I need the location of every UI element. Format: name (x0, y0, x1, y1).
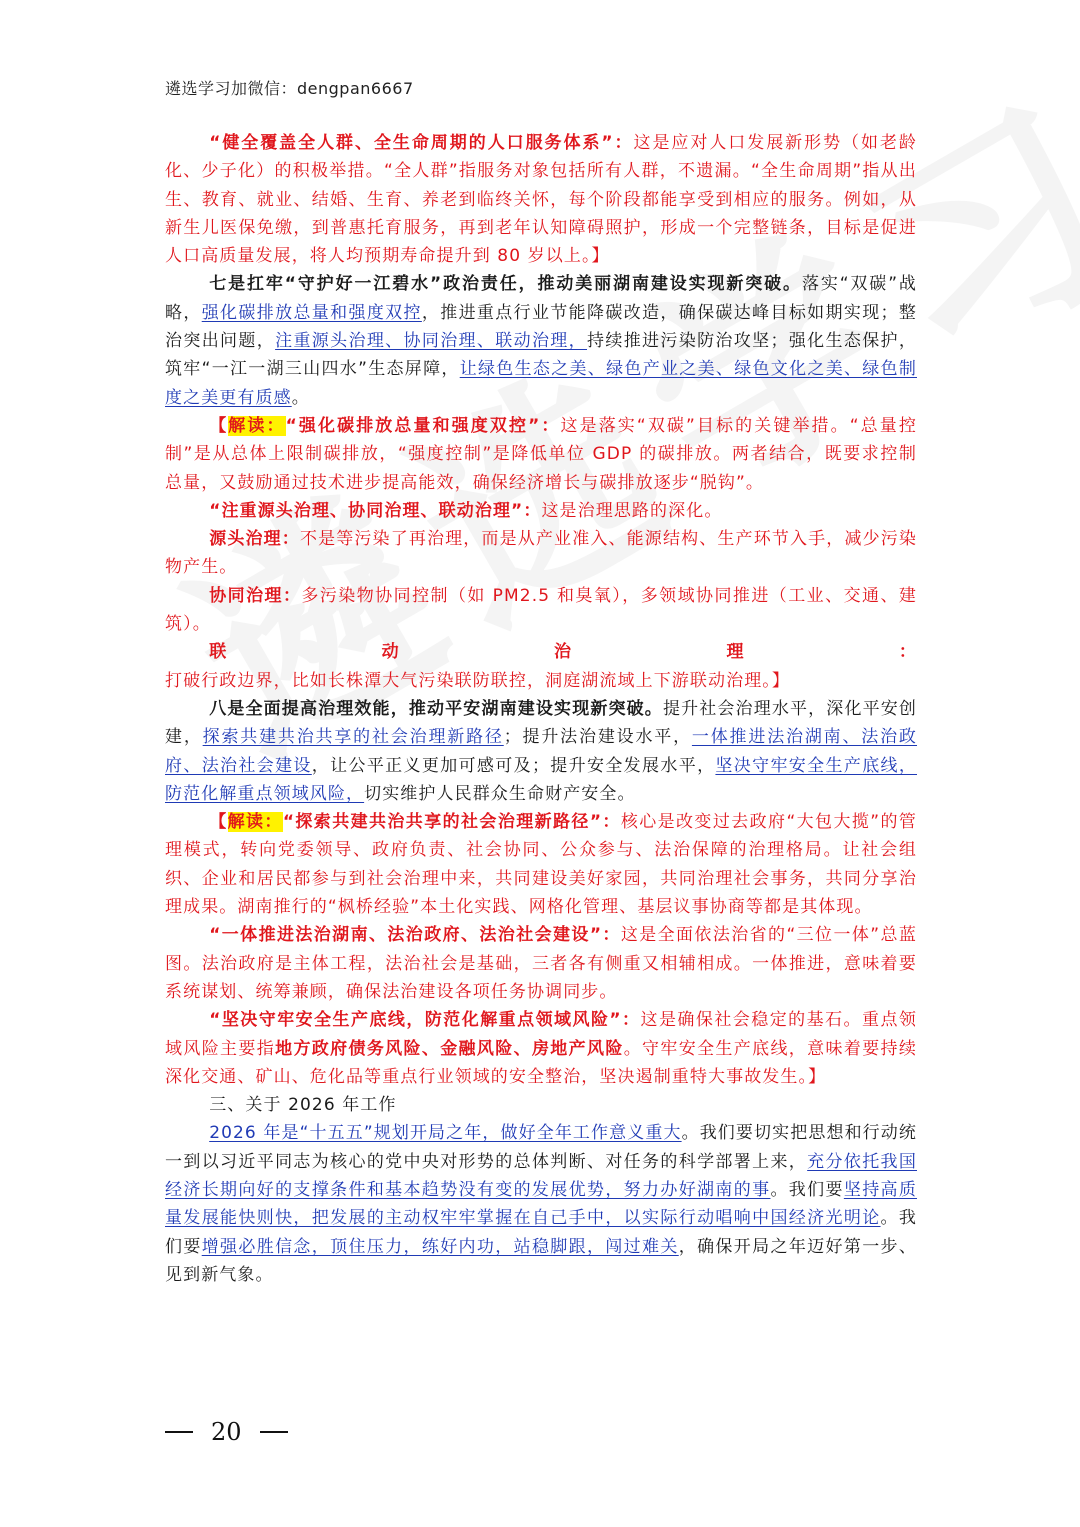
underlined-phrase: 坚决守牢安全生产底线，防范化解重点领域风险， (165, 755, 917, 804)
paragraph-lead: 源头治理： (209, 529, 300, 550)
paragraph-text: 切实维护人民群众生命财产安全。 (364, 783, 636, 804)
interpretation-badge: 解读： (228, 415, 286, 436)
paragraph-text: ，推进重点行业节能降碳改造，确保碳达峰目标如期实现；整治突出问题， (165, 302, 918, 352)
bold-phrase: 地方政府债务风险、金融风险、房地产风险 (275, 1038, 624, 1059)
paragraph-interpretation-carbon (165, 412, 917, 497)
paragraph-text: 落实“双碳”战略， (165, 274, 917, 323)
paragraph-text: 不是等污染了再治理，而是从产业准入、能源结构、生产环节入手，减少污染物产生。 (165, 529, 918, 578)
paragraph-lead: “坚决守牢安全生产底线，防范化解重点领域风险”： (209, 1010, 641, 1031)
paragraph-text: 。我们要 (165, 1208, 917, 1257)
paragraph-lead: 协同治理： (209, 585, 302, 606)
paragraph-text: ，让公平正义更加可感可及；提升安全发展水平， (311, 755, 716, 776)
paragraph-lead: 八是全面提高治理效能，推动平安湖南建设实现新突破。 (209, 698, 663, 719)
paragraph-text: 核心是改变过去政府“大包大揽”的管理模式，转向党委领导、政府负责、社会协同、公众参与、法治保障的治理格局。让社会组织、企业和居民都参与到社会治理中来，共同建设美好家园，共同治理社会事务，共同分享治理成果。湖南推行的“枫桥经验”本土化实践、网格化管理、基层议事协商等都是其体现。 (165, 812, 917, 918)
paragraph-text: 多污染物协同控制（如 PM2.5 和臭氧），多领域协同推进（工业、交通、建筑）。 (165, 585, 917, 635)
underlined-phrase: 让绿色生态之美、绿色产业之美、绿色文化之美、绿色制度之美更有质感 (165, 359, 917, 408)
underlined-phrase: 注重源头治理、协同治理、联动治理， (275, 331, 587, 352)
paragraph-rule-of-law (165, 921, 917, 1006)
bracket-open: 【 (209, 812, 228, 833)
paragraph-lead: “强化碳排放总量和强度双控”： (285, 415, 561, 436)
underlined-phrase: 充分依托我国经济长期向好的支撑条件和基本趋势没有变的发展优势，努力办好湖南的事 (165, 1151, 917, 1200)
page-footer (165, 1418, 288, 1446)
interpretation-badge: 解读： (227, 812, 283, 833)
paragraph-point-seven (165, 270, 917, 411)
paragraph-lead: “注重源头治理、协同治理、联动治理”： (209, 500, 542, 521)
underlined-phrase: 坚持高质量发展能快则快，把发展的主动权牢牢掌握在自己手中，以实际行动唱响中国经济光明论 (165, 1179, 917, 1229)
paragraph-text: 。我们要切实把思想和行动统一到以习近平同志为核心的党中央对形势的总体判断、对任务的科学部署上来， (165, 1123, 917, 1172)
paragraph-lead: “探索共建共治共享的社会治理新路径”： (282, 812, 621, 833)
paragraph-text: 这是落实“双碳”目标的关键举措。“总量控制”是从总体上限制碳排放，“强度控制”是降低单位 GDP 的碳排放。两者结合，既要求控制总量，又鼓励通过技术进步提高能效，确保经济增长与碳排放逐步“脱钩”。 (165, 415, 917, 493)
paragraph-text: 。守牢安全生产底线，意味着要持续深化交通、矿山、危化品等重点行业领域的安全整治，坚决遏制重特大事故发生。】 (165, 1038, 917, 1087)
paragraph-text: 打破行政边界，比如长株潭大气污染联防联控，洞庭湖流域上下游联动治理。】 (165, 670, 790, 691)
underlined-phrase: 2026 年是“十五五”规划开局之年，做好全年工作意义重大 (209, 1123, 682, 1144)
paragraph-text: 这是治理思路的深化。 (541, 500, 723, 521)
paragraph-text: 这是确保社会稳定的基石。重点领域风险主要指 (165, 1010, 917, 1059)
paragraph-text: 。 (291, 387, 310, 408)
section-heading: 三、关于 2026 年工作 (209, 1095, 397, 1116)
footer-dash-right (260, 1431, 288, 1433)
page-number: 20 (211, 1418, 242, 1446)
paragraph-lead: “健全覆盖全人群、全生命周期的人口服务体系”： (209, 133, 634, 153)
page-header: 遴选学习加微信：dengpan6667 (165, 79, 414, 98)
underlined-phrase: 增强必胜信念，顶住压力，练好内功，站稳脚跟，闯过难关 (201, 1236, 679, 1257)
footer-dash-left (165, 1431, 193, 1433)
paragraph-joint-governance (165, 638, 917, 695)
underlined-phrase: 探索共建共治共享的社会治理新路径 (202, 727, 504, 748)
paragraph-lead: 联动治理： (209, 642, 917, 663)
paragraph-lead: 七是扛牢“守护好一江碧水”政治责任，推动美丽湖南建设实现新突破。 (209, 274, 802, 295)
paragraph-text: 。我们要 (770, 1179, 844, 1200)
paragraph-governance-approach (165, 497, 917, 525)
paragraph-text: 提升社会治理水平，深化平安创建， (165, 698, 918, 748)
paragraph-safety-risk (165, 1006, 917, 1091)
document-body (165, 129, 917, 1289)
paragraph-work-2026 (165, 1119, 917, 1289)
bracket-open: 【 (209, 415, 229, 436)
paragraph-source-governance (165, 525, 917, 582)
paragraph-population-service (165, 129, 917, 270)
paragraph-lead: “一体推进法治湖南、法治政府、法治社会建设”： (209, 925, 621, 946)
paragraph-interpretation-social-governance (165, 808, 917, 921)
paragraph-text: 这是全面依法治省的“三位一体”总蓝图。法治政府是主体工程，法治社会是基础，三者各有侧重又相辅相成。一体推进，意味着要系统谋划、统筹兼顾，确保法治建设各项任务协调同步。 (165, 925, 917, 1002)
paragraph-text: ，确保开局之年迈好第一步、见到新气象。 (165, 1236, 917, 1285)
underlined-phrase: 一体推进法治湖南、法治政府、法治社会建设 (165, 727, 918, 776)
paragraph-point-eight (165, 695, 917, 808)
paragraph-text: 这是应对人口发展新形势（如老龄化、少子化）的积极举措。“全人群”指服务对象包括所有人群，不遗漏。“全生命周期”指从出生、教育、就业、结婚、生育、养老到临终关怀，每个阶段都能享受到相应的服务。例如，从新生儿医保免缴，到普惠托育服务，再到老年认知障碍照护，形成一个完整链条，目标是促进人口高质量发展，将人均预期寿命提升到 80 岁以上。】 (165, 133, 917, 267)
paragraph-coordinated-governance (165, 582, 917, 639)
paragraph-text: ；提升法治建设水平， (503, 727, 692, 748)
paragraph-text: 持续推进污染防治攻坚；强化生态保护，筑牢“一江一湖三山四水”生态屏障， (165, 331, 917, 380)
underlined-phrase: 强化碳排放总量和强度双控 (201, 302, 422, 323)
